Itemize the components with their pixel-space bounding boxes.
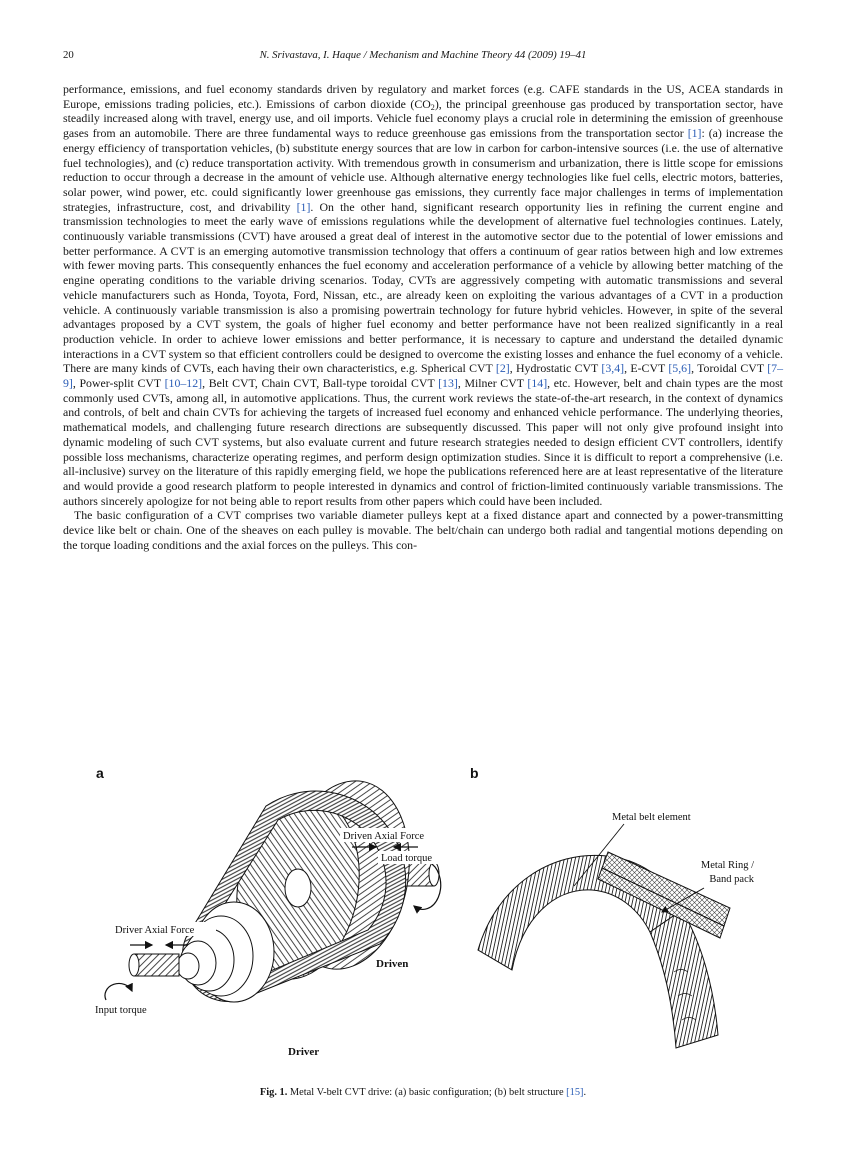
text-run: , Milner CVT — [457, 376, 528, 391]
page-header — [63, 49, 783, 61]
citation-link[interactable]: [7–9] — [63, 361, 784, 391]
figure-caption-number: Fig. 1. — [259, 1087, 288, 1098]
driven-label: Driven — [376, 958, 409, 970]
load-torque-label: Load torque — [381, 853, 433, 864]
text-run: , Hydrostatic CVT — [509, 361, 602, 376]
driver-axial-force-label: Driver Axial Force — [115, 925, 195, 936]
paragraph-intro — [63, 82, 783, 508]
figure-caption-text: Metal V-belt CVT drive: (a) basic configuration; (b) belt structure — [287, 1087, 567, 1098]
text-run: , Toroidal CVT — [691, 361, 768, 376]
driven-axial-force-label: Driven Axial Force — [343, 831, 425, 842]
band-pack-label: Band pack — [709, 874, 754, 885]
body-text — [63, 82, 783, 553]
text-run: : (a) increase the energy efficiency of transportation vehicles, (b) substitute energy sources that are low in carbon for carbon-intensive sources (i.e. the use of alternative fuel technologies), and (c) reduce transportation activity. With tremendous growth in consumerism and urbanization, there is little scope for emissions reduction to occur through a decrease in the amount of vehicle use. Although alternative energy technologies like fuel cells, electric motors, batteries, solar power, wind power, etc. could significantly lower greenhouse gas emissions, they currently face major challenges in terms of implementation strategies, infrastructure, cost, and drivability — [63, 126, 783, 214]
figure-panels — [88, 760, 783, 1075]
figure-caption-period: . — [583, 1087, 587, 1098]
citation-link[interactable]: [14] — [527, 376, 548, 391]
input-torque-arrow — [105, 983, 132, 1000]
metal-belt-elements — [478, 855, 718, 1048]
subscript-text: 2 — [430, 102, 435, 112]
citation-link[interactable]: [3,4] — [601, 361, 625, 376]
citation-link[interactable]: [13] — [438, 376, 458, 391]
citation-link[interactable]: [15] — [566, 1087, 584, 1098]
running-title: N. Srivastava, I. Haque / Mechanism and Machine Theory 44 (2009) 19–41 — [259, 49, 587, 61]
page-number: 20 — [63, 49, 74, 61]
text-run: , Power-split CVT — [72, 376, 165, 391]
metal-ring-label: Metal Ring / — [700, 860, 754, 871]
citation-link[interactable]: [1] — [687, 126, 702, 141]
text-run: , E-CVT — [624, 361, 669, 376]
input-torque-label: Input torque — [95, 1005, 147, 1016]
citation-link[interactable]: [5,6] — [668, 361, 692, 376]
text-run: , etc. However, belt and chain types are the most commonly used CVTs, among all, in automotive applications. Thus, the current work reviews the state-of-the-art research, in the context of dynamics and controls, of belt and chain CVTs for achieving the targets of increased fuel economy and enhanced vehicle performance. The underlying theories, mathematical models, and challenging future research directions are subsequently discussed. This paper will not only give profound insight into dynamic modeling of such CVT systems, but also evaluate current and future research strategies needed to design efficient CVT controllers, identify possible loss mechanisms, characterize operating regimes, and perform design optimization studies. Since it is difficult to report a comprehensive (i.e. all-inclusive) survey on the literature of this rapidly emerging field, we hope the publications referenced here are at least representative of the literature and would provide a good research platform to people interested in dynamics and control of friction-limited continuously variable transmissions. The authors sincerely apologize for not being able to report results from other papers which could have been included. — [63, 376, 783, 508]
metal-belt-element-label: Metal belt element — [612, 812, 691, 823]
figure-1a-cvt-configuration — [88, 760, 453, 1075]
paragraph-basic-configuration: The basic configuration of a CVT comprises two variable diameter pulleys kept at a fixed distance apart and connected by a power-transmitting device like belt or chain. One of the sheaves on each pulley is movable. The belt/chain can undergo both radial and tangential motions depending on the torque loading conditions and the axial forces on the pulleys. This con- — [63, 508, 783, 552]
text-run: ), the principal greenhouse gas produced by transportation sector, have steadily increased along with travel, energy use, and oil imports. Vehicle fuel economy plays a crucial role in determining the emission of greenhouse gases from an automobile. There are three fundamental ways to reduce greenhouse gas emissions from the transportation sector — [63, 96, 784, 141]
figure-1 — [63, 760, 783, 1098]
figure-1b-belt-structure — [462, 760, 762, 1075]
figure-caption — [63, 1087, 783, 1098]
citation-link[interactable]: [2] — [495, 361, 510, 376]
text-run: , Belt CVT, Chain CVT, Ball-type toroidal CVT — [202, 376, 439, 391]
text-run: . On the other hand, significant research opportunity lies in refining the current engine and transmission technologies to meet the early wave of emissions regulations while the development of alternative fuel technologies continues. Lately, continuously variable transmissions (CVT) have aroused a great deal of interest in the automotive sector due to the potential of lower emissions and better performance. A CVT is an emerging automotive transmission technology that offers a continuum of gear ratios between high and low extremes with fewer moving parts. This consequently enhances the fuel economy and acceleration performance of a vehicle by allowing better matching of the engine operating conditions to the variable driving scenarios. Today, CVTs are aggressively competing with automatic transmissions and several vehicle manufacturers such as Honda, Toyota, Ford, Nissan, etc., are already keen on exploiting the various advantages of a CVT in a production vehicle. A continuously variable transmission is also a promising powertrain technology for future hybrid vehicles. However, in spite of the several advantages proposed by a CVT system, the goals of higher fuel economy and better performance have not been realized significantly in a real production vehicle. In order to achieve lower emissions and better performance, it is necessary to capture and understand the detailed dynamic interactions in a CVT system so that efficient controllers could be designed to overcome the existing losses and enhance the fuel economy of a vehicle. There are many kinds of CVTs, each having their own characteristics, e.g. Spherical CVT — [63, 199, 784, 376]
driver-label: Driver — [288, 1046, 320, 1058]
citation-link[interactable]: [10–12] — [164, 376, 203, 391]
panel-a-label: a — [96, 765, 104, 781]
citation-link[interactable]: [1] — [296, 199, 311, 214]
text-run: performance, emissions, and fuel economy standards driven by regulatory and market forces (e.g. CAFE standards in the US, ACEA standards in Europe, emissions trading policies, etc.). Emissions of carbon dioxide (CO — [63, 82, 783, 111]
panel-b-label: b — [470, 765, 479, 781]
